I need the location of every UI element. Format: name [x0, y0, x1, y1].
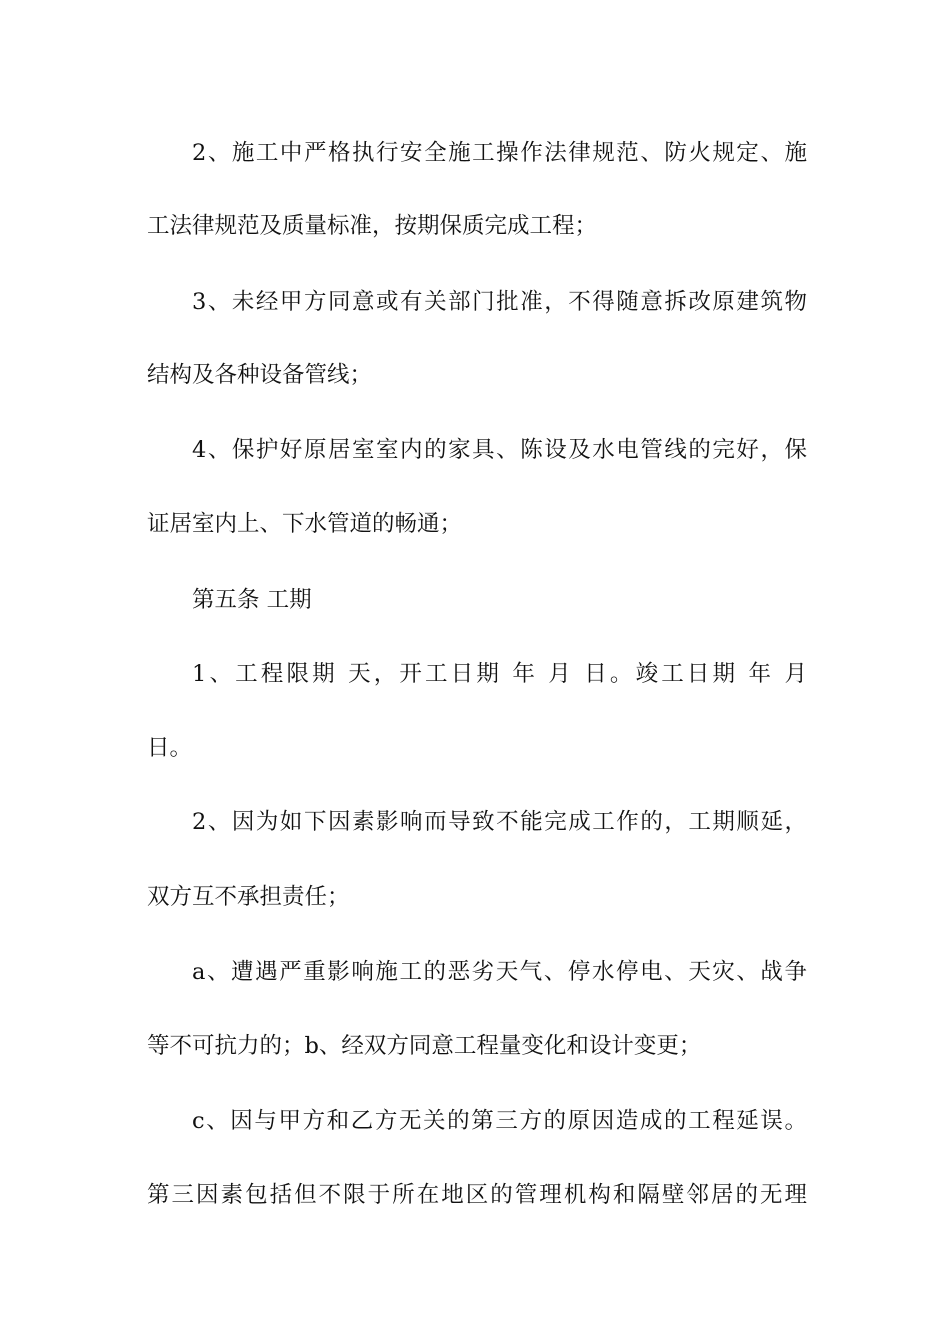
text-line-4: 结构及各种设备管线； [147, 362, 373, 388]
text-line-13: 等不可抗力的；b、经双方同意工程量变化和设计变更； [147, 1033, 702, 1059]
text-line-3: 3、未经甲方同意或有关部门批准，不得随意拆改原建筑物 [192, 289, 807, 315]
text-line-2: 工法律规范及质量标准，按期保质完成工程； [147, 213, 598, 239]
text-line-12: a、遭遇严重影响施工的恶劣天气、停水停电、天灾、战争 [192, 959, 807, 985]
text-line-11: 双方互不承担责任； [147, 884, 350, 910]
section-heading-article-5: 第五条 工期 [192, 587, 312, 613]
text-line-9: 日。 [147, 735, 193, 761]
text-line-10: 2、因为如下因素影响而导致不能完成工作的，工期顺延， [192, 809, 807, 835]
text-line-5: 4、保护好原居室室内的家具、陈设及水电管线的完好，保 [192, 437, 807, 463]
text-line-6: 证居室内上、下水管道的畅通； [147, 511, 463, 537]
text-line-14: c、因与甲方和乙方无关的第三方的原因造成的工程延误。 [192, 1108, 807, 1134]
text-line-8: 1、工程限期 天，开工日期 年 月 日。竣工日期 年 月 [192, 661, 807, 687]
text-line-1: 2、施工中严格执行安全施工操作法律规范、防火规定、施 [192, 140, 807, 166]
text-line-15: 第三因素包括但不限于所在地区的管理机构和隔壁邻居的无理 [147, 1182, 807, 1208]
